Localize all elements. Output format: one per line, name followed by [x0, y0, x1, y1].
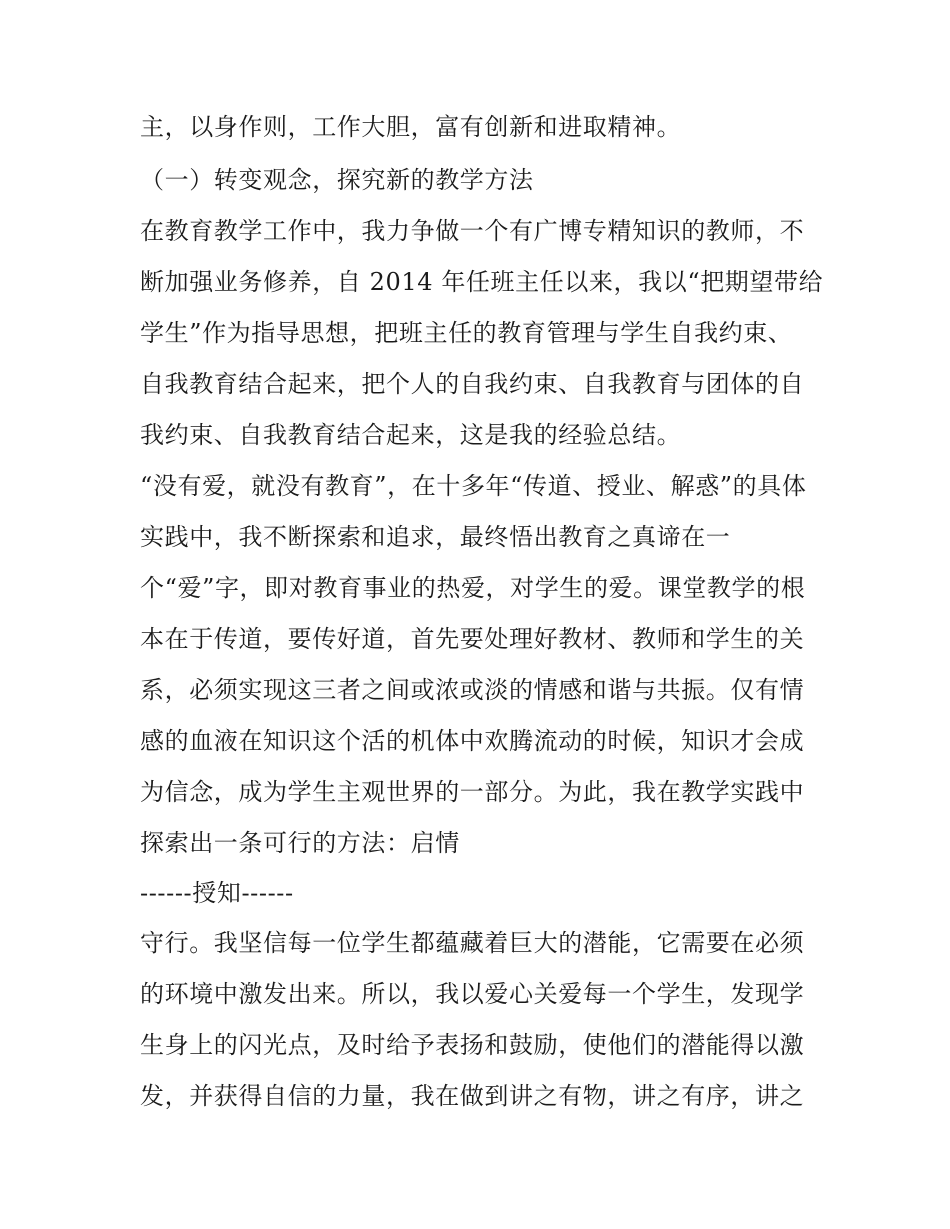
text-line: 系，必须实现这三者之间或浓或淡的情感和谐与共振。仅有情 [140, 676, 805, 704]
text-line: 感的血液在知识这个活的机体中欢腾流动的时候，知识才会成 [140, 727, 805, 755]
text-line: 守行。我坚信每一位学生都蕴藏着巨大的潜能，它需要在必须 [140, 929, 805, 957]
text-line: 的环境中激发出来。所以，我以爱心关爱每一个学生，发现学 [140, 980, 805, 1008]
text-line: 自我教育结合起来，把个人的自我约束、自我教育与团体的自 [140, 370, 805, 398]
text-line: 个“爱”字，即对教育事业的热爱，对学生的爱。课堂教学的根 [140, 574, 806, 602]
text-line: 断加强业务修养，自 2014 年任班主任以来，我以“把期望带给 [140, 268, 824, 296]
text-line: 实践中，我不断探索和追求，最终悟出教育之真谛在一 [140, 523, 731, 551]
text-line: 探索出一条可行的方法：启情 [140, 829, 460, 857]
text-line: 我约束、自我教育结合起来，这是我的经验总结。 [140, 421, 682, 449]
text-line: 发，并获得自信的力量，我在做到讲之有物，讲之有序，讲之 [140, 1082, 805, 1110]
text-line: 学生”作为指导思想，把班主任的教育管理与学生自我约束、 [140, 319, 793, 347]
text-line: 在教育教学工作中，我力争做一个有广博专精知识的教师，不 [140, 217, 805, 245]
text-line: 本在于传道，要传好道，首先要处理好教材、教师和学生的关 [140, 625, 805, 653]
section-heading: （一）转变观念，探究新的教学方法 [140, 166, 534, 194]
text-line: 生身上的闪光点，及时给予表扬和鼓励，使他们的潜能得以激 [140, 1031, 805, 1059]
text-line: ------授知------ [140, 879, 294, 907]
text-line: 为信念，成为学生主观世界的一部分。为此，我在教学实践中 [140, 778, 805, 806]
text-line: “没有爱，就没有教育”，在十多年“传道、授业、解惑”的具体 [140, 472, 807, 500]
text-line: 主，以身作则，工作大胆，富有创新和进取精神。 [140, 113, 682, 141]
